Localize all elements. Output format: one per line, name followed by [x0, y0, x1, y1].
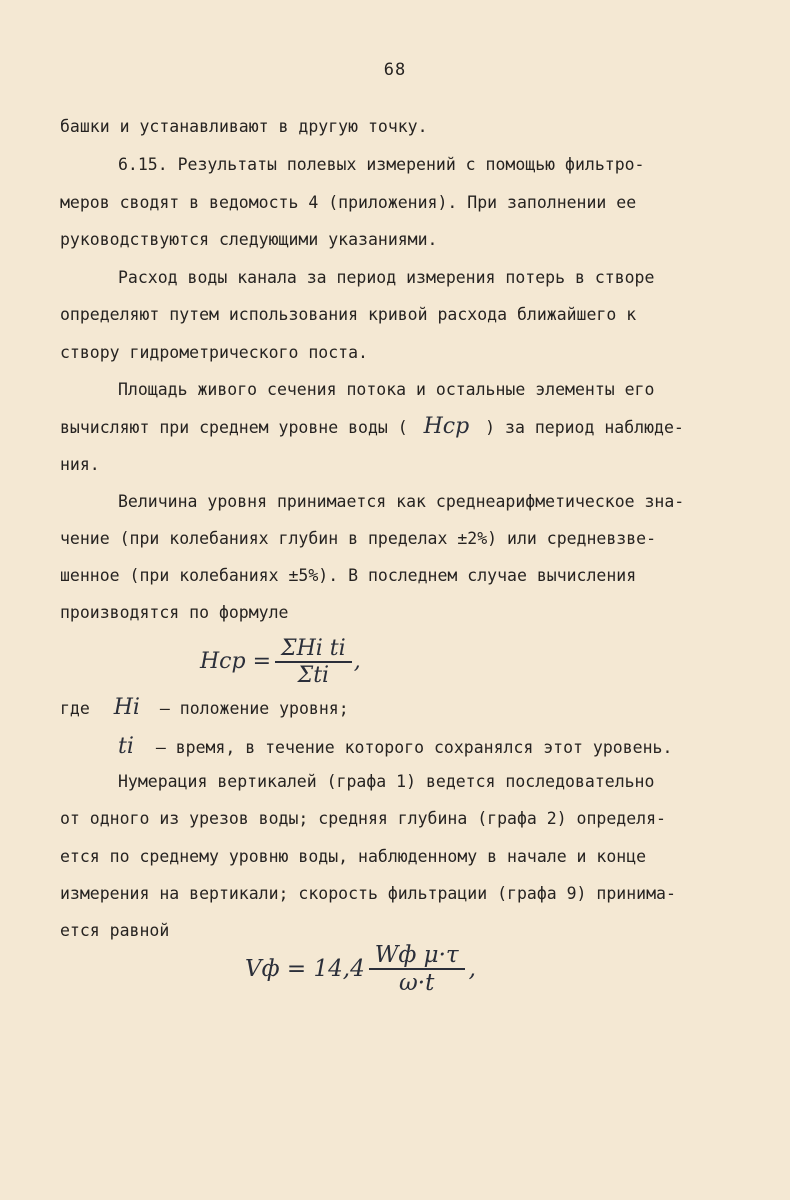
line-text: вычисляют при среднем уровне воды ( [60, 418, 408, 437]
formula-filtration-velocity [245, 942, 476, 996]
text-line: чение (при колебаниях глубин в пределах ±2%) или средневзве- [60, 529, 657, 548]
text-line: меров сводят в ведомость 4 (приложения). При заполнении ее [60, 193, 637, 212]
formula-numerator: Wф μ·τ [374, 942, 459, 968]
text-line: руководствуются следующими указаниями. [60, 230, 438, 249]
where-line [118, 734, 673, 759]
formula-trail: , [468, 955, 476, 982]
formula-denominator: ω·t [399, 969, 435, 996]
page-number: 68 [383, 60, 407, 80]
hsr-symbol: Hср [423, 414, 470, 439]
formula-trail: , [353, 649, 361, 675]
text-line: определяют путем использования кривой расхода ближайшего к [60, 305, 637, 324]
paragraph-start: Расход воды канала за период измерения потерь в створе [118, 268, 655, 287]
where-text: – время, в течение которого сохранялся этот уровень. [155, 738, 673, 757]
formula-fraction [369, 942, 465, 996]
formula-mean-level [200, 636, 361, 688]
formula-fraction [275, 636, 352, 688]
line-text: ) за период наблюде- [485, 418, 684, 437]
paragraph-start: Площадь живого сечения потока и остальные элементы его [118, 380, 655, 399]
paragraph-start: Нумерация вертикалей (графа 1) ведется последовательно [118, 772, 655, 791]
text-line: ния. [60, 455, 100, 474]
text-line: от одного из урезов воды; средняя глубина (графа 2) определя- [60, 809, 666, 828]
where-lead: где [60, 699, 90, 718]
paragraph-start: Величина уровня принимается как среднеарифметическое зна- [118, 492, 685, 511]
text-line: створу гидрометрического поста. [60, 343, 368, 362]
where-text: – положение уровня; [159, 699, 349, 718]
text-line: ется равной [60, 921, 170, 940]
formula-lhs: Vф = 14,4 [245, 955, 365, 982]
text-line: ется по среднему уровню воды, наблюденному в начале и конце [60, 847, 647, 866]
paragraph-start: 6.15. Результаты полевых измерений с помощью фильтро- [118, 155, 645, 174]
text-line: шенное (при колебаниях ±5%). В последнем случае вычисления [60, 566, 637, 585]
text-line-with-symbol [60, 414, 684, 439]
text-line: башки и устанавливают в другую точку. [60, 117, 428, 136]
formula-numerator: ΣHi ti [281, 636, 346, 661]
text-line: измерения на вертикали; скорость фильтрации (графа 9) принима- [60, 884, 676, 903]
formula-denominator: Σti [297, 662, 330, 688]
text-line: производятся по формуле [60, 603, 289, 622]
hi-symbol: Hi [113, 695, 140, 720]
where-line [60, 695, 349, 720]
ti-symbol: ti [118, 734, 134, 759]
formula-lhs: Hср = [200, 649, 272, 675]
